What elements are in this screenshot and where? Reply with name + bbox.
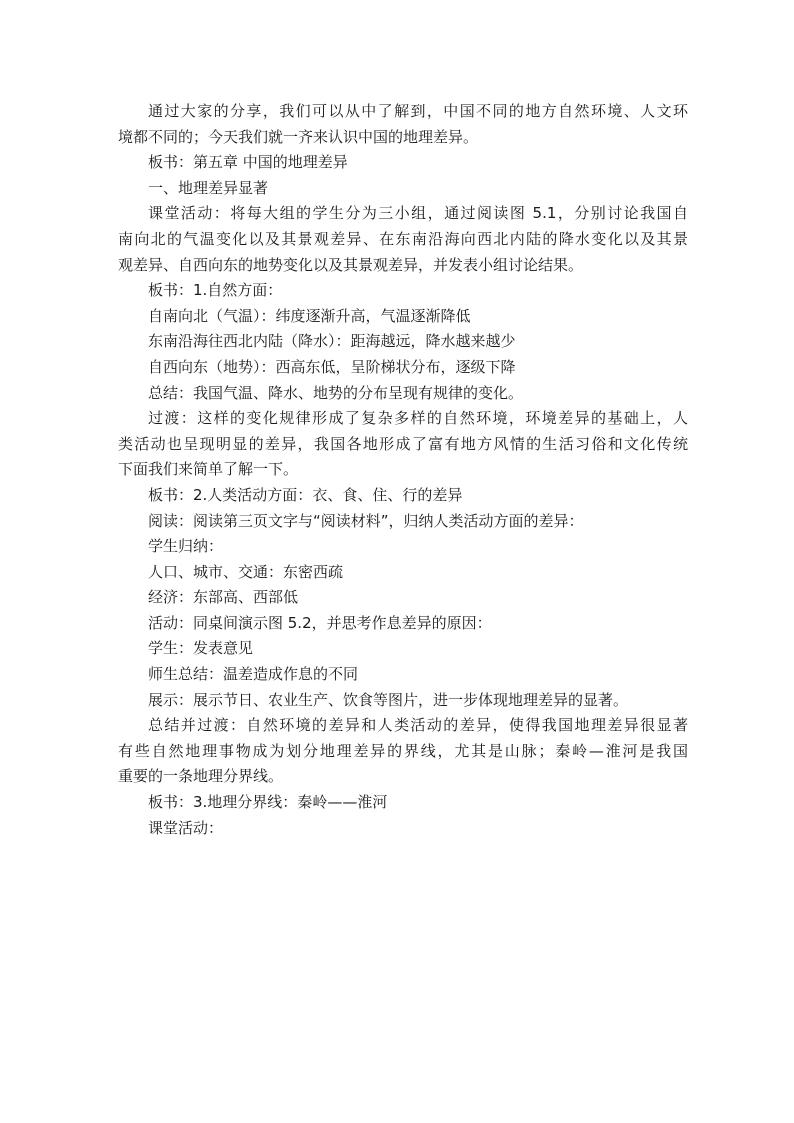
text-line: 东南沿海往西北内陆（降水）：距海越远，降水越来越少 — [148, 332, 516, 351]
blackboard-heading: 板书：3.地理分界线：秦岭——淮河 — [148, 793, 388, 812]
blackboard-heading: 板书：2.人类活动方面：衣、食、住、行的差异 — [148, 485, 463, 504]
text-line: 展示：展示节日、农业生产、饮食等图片，进一步体现地理差异的显著。 — [148, 690, 629, 709]
text-line: 过渡：这样的变化规律形成了复杂多样的自然环境，环境差异的基础上，人 — [148, 409, 688, 428]
text-line: 通过大家的分享，我们可以从中了解到，中国不同的地方自然环境、人文环 — [148, 102, 688, 120]
blackboard-heading: 板书：第五章 中国的地理差异 — [148, 153, 348, 172]
text-line: 观差异、自西向东的地势变化以及其景观差异，并发表小组讨论结果。 — [118, 255, 584, 274]
text-line: 学生：发表意见 — [148, 639, 254, 658]
text-line: 经济：东部高、西部低 — [148, 588, 299, 607]
text-line: 师生总结：温差造成作息的不同 — [148, 665, 359, 684]
text-line: 自南向北（气温）：纬度逐渐升高，气温逐渐降低 — [148, 306, 471, 325]
text-line: 自西向东（地势）：西高东低，呈阶梯状分布，逐级下降 — [148, 357, 516, 376]
text-line: 阅读：阅读第三页文字与“阅读材料”，归纳人类活动方面的差异： — [148, 511, 584, 530]
text-line: 有些自然地理事物成为划分地理差异的界线，尤其是山脉；秦岭—淮河是我国 — [118, 741, 688, 760]
text-line: 南向北的气温变化以及其景观差异、在东南沿海向西北内陆的降水变化以及其景 — [118, 229, 688, 248]
text-line: 境都不同的；今天我们就一齐来认识中国的地理差异。 — [118, 127, 479, 146]
text-line: 课堂活动： — [148, 818, 224, 837]
text-line: 活动：同桌间演示图 5.2，并思考作息差异的原因： — [148, 613, 492, 632]
blackboard-heading: 板书：1.自然方面： — [148, 281, 283, 300]
text-line: 总结：我国气温、降水、地势的分布呈现有规律的变化。 — [148, 383, 524, 402]
text-line: 人口、城市、交通：东密西疏 — [148, 562, 344, 581]
text-line: 重要的一条地理分界线。 — [118, 767, 284, 786]
text-line: 下面我们来简单了解一下。 — [118, 460, 299, 479]
document-body — [118, 99, 688, 841]
text-line: 学生归纳： — [148, 537, 224, 556]
section-heading: 一、地理差异显著 — [148, 178, 269, 197]
text-line: 类活动也呈现明显的差异，我国各地形成了富有地方风情的生活习俗和文化传统 — [118, 434, 688, 453]
text-line: 课堂活动：将每大组的学生分为三小组，通过阅读图 5.1，分别讨论我国自 — [148, 204, 688, 223]
text-line: 总结并过渡：自然环境的差异和人类活动的差异，使得我国地理差异很显著 — [148, 716, 688, 735]
